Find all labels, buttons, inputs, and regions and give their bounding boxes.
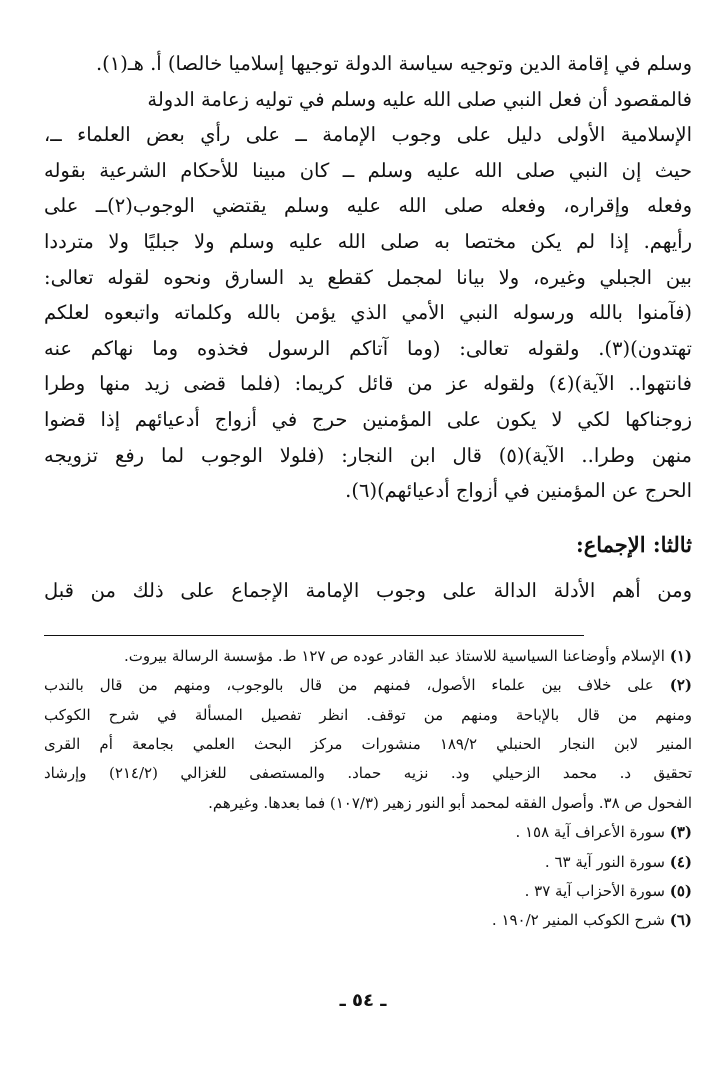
footnote-continuation: الفحول ص ٣٨. وأصول الفقه لمحمد أبو النور زهير (١٠٧/٣) فما بعدها. وغيرهم.	[208, 793, 692, 812]
page-number: ـ ٥٤ ـ	[339, 990, 387, 1011]
body-line: رأيهم. إذا لم يكن مختصا به صلى الله عليه وسلم ولا جبليًا ولا مترددا	[44, 229, 692, 253]
body-line: الحرج عن المؤمنين في أزواج أدعيائهم)(٦).	[345, 479, 692, 503]
body-line: (فآمنوا بالله ورسوله النبي الأمي الذي يؤمن بالله وكلماته واتبعوه لعلكم	[44, 301, 692, 325]
footnote-text: سورة النور آية ٦٣ .	[544, 852, 665, 871]
body-line: وسلم في إقامة الدين وتوجيه سياسة الدولة توجيها إسلاميا خالصا) أ. هـ(١).	[95, 52, 692, 75]
footnote-text: سورة الأعراف آية ١٥٨ .	[515, 823, 665, 842]
footnote-text: سورة الأحزاب آية ٣٧ .	[524, 881, 665, 900]
book-page	[44, 46, 692, 936]
body-line: وفعله وإقراره، وفعله صلى الله عليه وسلم يقتضي الوجوب(٢)ــ على	[44, 194, 692, 218]
footnote-number: (٥)	[669, 881, 692, 900]
footnote-number: (٢)	[669, 676, 692, 695]
footnote-number: (٤)	[669, 852, 692, 871]
body-line: حيث إن النبي صلى الله عليه وسلم ــ كان مبينا للأحكام الشرعية بقوله	[44, 158, 692, 182]
footnote-continuation: تحقيق د. محمد الزحيلي ود. نزيه حماد. والمستصفى للغزالي (٢١٤/٢) وإرشاد	[44, 764, 692, 783]
footnote-number: (٦)	[669, 911, 692, 930]
body-line: فانتهوا.. الآية)(٤) ولقوله عز من قائل كريما: (فلما قضى زيد منها وطرا	[44, 372, 692, 396]
footnotes	[44, 642, 692, 936]
body-line: بين الجبلي وغيره، ولا بيانا لمجمل كقطع يد السارق ونحوه لقوله تعالى:	[44, 265, 692, 289]
footnote-text: على خلاف بين علماء الأصول، فمنهم من قال بالوجوب، ومنهم من قال بالندب	[44, 676, 654, 695]
footnote-continuation: ومنهم من قال بالإباحة ومنهم من توقف. انظر تفصيل المسألة في شرح الكوكب	[44, 705, 692, 724]
body-line: ومن أهم الأدلة الدالة على وجوب الإمامة الإجماع على ذلك من قبل	[44, 578, 692, 602]
footnote-2	[44, 671, 692, 700]
footnote-4	[44, 848, 692, 877]
main-text	[44, 46, 692, 509]
footnote-5	[44, 877, 692, 906]
footnote-number: (١)	[669, 646, 692, 665]
footnote-1	[44, 642, 692, 671]
footnote-6	[44, 906, 692, 935]
section-heading: ثالثا: الإجماع:	[575, 531, 692, 557]
footnote-text: شرح الكوكب المنير ١٩٠/٢ .	[491, 911, 665, 930]
footnote-text: الإسلام وأوضاعنا السياسية للاستاذ عبد القادر عوده ص ١٢٧ ط. مؤسسة الرسالة بيروت.	[123, 646, 665, 665]
body-line: فالمقصود أن فعل النبي صلى الله عليه وسلم في توليه زعامة الدولة	[147, 87, 692, 111]
footnote-divider	[44, 635, 584, 636]
footnote-continuation: المنير لابن النجار الحنبلي ١٨٩/٢ منشورات مركز البحث العلمي بجامعة أم القرى	[44, 734, 692, 753]
footnote-3	[44, 818, 692, 847]
body-line: الإسلامية الأولى دليل على وجوب الإمامة ــ على رأي بعض العلماء ــ،	[44, 123, 692, 147]
body-line: زوجناكها لكي لا يكون على المؤمنين حرج في أزواج أدعيائهم إذا قضوا	[44, 407, 692, 431]
body-line: منهن وطرا.. الآية)(٥) قال ابن النجار: (فلولا الوجوب لما رفع تزويجه	[44, 443, 692, 467]
body-line: تهتدون)(٣). ولقوله تعالى: (وما آتاكم الرسول فخذوه وما نهاكم عنه	[44, 336, 692, 360]
footnote-number: (٣)	[669, 823, 692, 842]
